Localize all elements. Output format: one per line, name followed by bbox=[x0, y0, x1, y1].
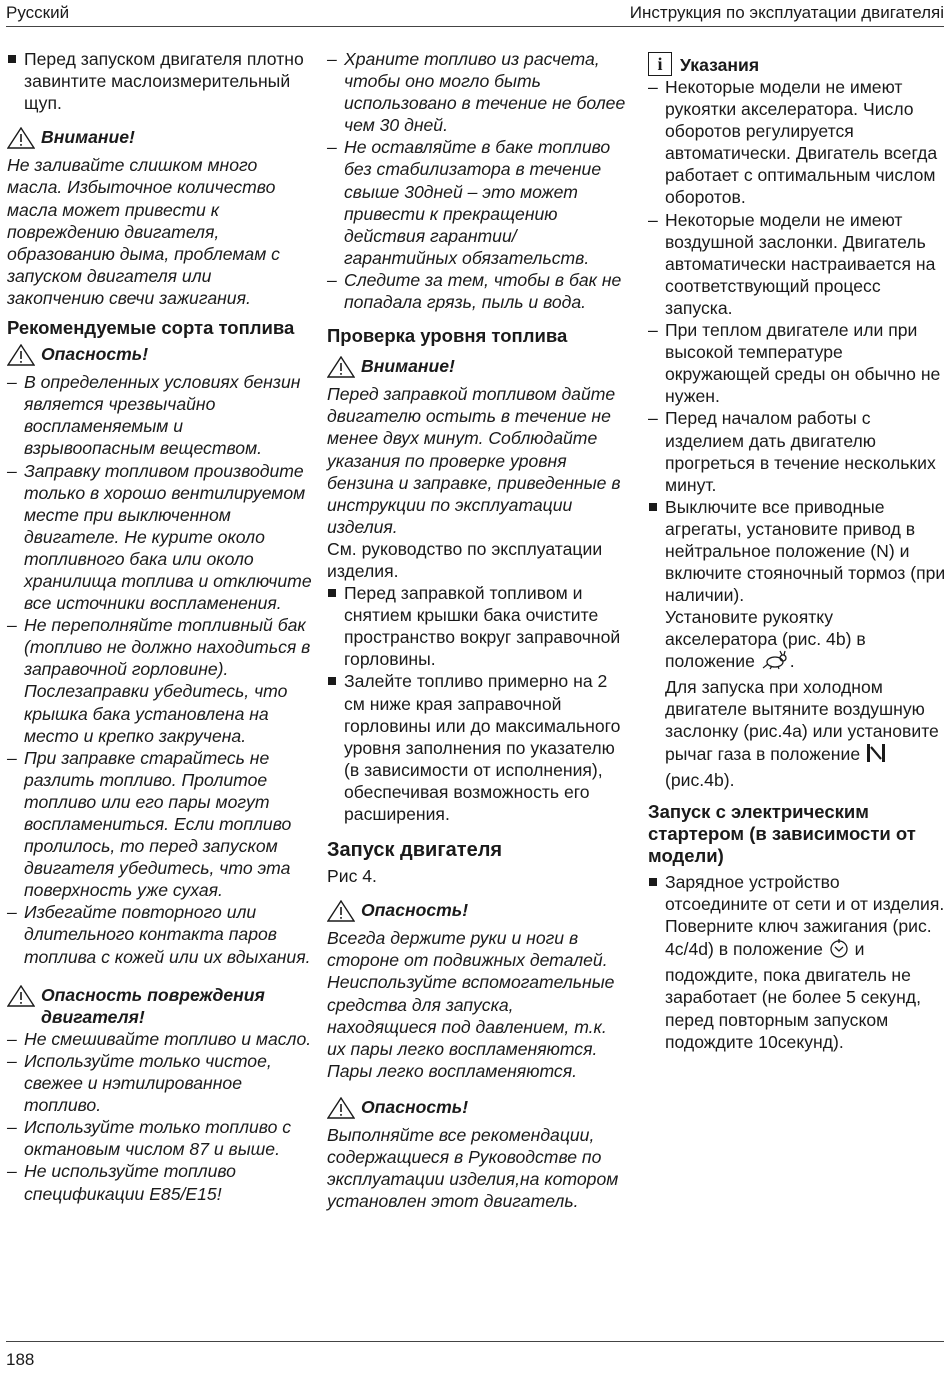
step-detail-text: . bbox=[789, 651, 795, 672]
ignition-key-icon bbox=[828, 937, 850, 964]
list-item: – Некоторые модели не имеют воздушной заслонки. Двигатель автоматически настраивается на соответствующий процесс запуска. bbox=[648, 209, 946, 319]
step-detail-text: Для запуска при холодном двигателе вытяните воздушную заслонку (рис.4a) или установите рычаг газа в положение bbox=[665, 676, 939, 765]
list-item: – Не смешивайте топливо и масло. bbox=[7, 1028, 312, 1050]
list-item: Зарядное устройство отсоедините от сети и от изделия. bbox=[648, 871, 946, 915]
list-item: – Не используйте топливо спецификации E85/E15! bbox=[7, 1160, 312, 1204]
step-text: Выключите все приводные агрегаты, установите привод в нейтральное положение (N) и включите стояночный тормоз (при наличии). bbox=[665, 496, 946, 606]
warning-heading bbox=[327, 355, 627, 383]
info-icon: i bbox=[648, 52, 672, 76]
section-heading: Проверка уровня топлива bbox=[327, 325, 568, 347]
page-header bbox=[6, 0, 944, 27]
page-footer bbox=[6, 1341, 944, 1370]
danger-title: Опасность! bbox=[361, 1096, 469, 1117]
warning-triangle-icon bbox=[7, 344, 35, 371]
warning-triangle-icon bbox=[7, 127, 35, 154]
list-item: – Используйте только топливо с октановым числом 87 и выше. bbox=[7, 1116, 312, 1160]
warning-heading bbox=[7, 126, 312, 154]
step-detail bbox=[648, 915, 946, 1053]
column-3 bbox=[648, 48, 946, 1053]
step-detail-text: и подождите, пока двигатель не заработает (не более 5 секунд, перед повторным запуском подождите 10секунд). bbox=[665, 939, 921, 1052]
warning-text: Не заливайте слишком много масла. Избыточное количество масла может привести к повреждению двигателя, образованию дыма, проблемам с запуском двигателя или закопчению свечи зажигания. bbox=[7, 155, 280, 308]
step-detail bbox=[648, 606, 946, 675]
list-item: Перед заправкой топливом и снятием крышки бака очистите пространство вокруг заправочной горловины. bbox=[327, 582, 627, 670]
step-detail bbox=[648, 676, 946, 791]
list-item: Перед запуском двигателя плотно завинтите маслоизмерительный щуп. bbox=[7, 48, 312, 114]
list-item: – Используйте только чистое, свежее и нэтилированное топливо. bbox=[7, 1050, 312, 1116]
section-heading: Рекомендуемые сорта топлива bbox=[7, 317, 295, 339]
danger-heading bbox=[327, 1096, 627, 1124]
list-item: – Следите за тем, чтобы в бак не попадала грязь, пыль и вода. bbox=[327, 269, 627, 313]
danger-text: Выполняйте все рекомендации, содержащиеся в Руководстве по эксплуатации изделия,на котором установлен этот двигатель. bbox=[327, 1125, 619, 1212]
list-item: – В определенных условиях бензин является чрезвычайно воспламеняемым и взрывоопасным веществом. bbox=[7, 371, 312, 459]
list-item: – Заправку топливом производите только в хорошо вентилируемом месте при выключенном двигателе. Не курите около топливного бака или около хранилища топлива и отключите все источники воспламенения. bbox=[7, 460, 312, 615]
list-item: – Избегайте повторного или длительного контакта паров топлива с кожей или их вдыхания. bbox=[7, 901, 312, 967]
info-title: Указания bbox=[680, 54, 760, 75]
list-item: – Не переполняйте топливный бак (топливо не должно находиться в заправочной горловине). Послезаправки убедитесь, что крышка бака установлена на место и крепко закручена. bbox=[7, 614, 312, 747]
danger-heading bbox=[327, 899, 627, 927]
list-item: – При заправке старайтесь не разлить топливо. Пролитое топливо или его пары могут воспламениться. Если топливо пролилось, то перед запуском двигателя убедитесь, что эта поверхность уже сухая. bbox=[7, 747, 312, 902]
list-item: Залейте топливо примерно на 2 см ниже края заправочной горловины или до максимального уровня заполнения по указателю (в зависимости от исполнения), обеспечивая возможность его расширения. bbox=[327, 670, 627, 825]
rabbit-fast-icon bbox=[760, 650, 790, 675]
list-item bbox=[648, 496, 946, 606]
header-language: Русский bbox=[6, 3, 70, 22]
list-item: – Не оставляйте в баке топливо без стабилизатора в течение свыше 30дней – это может привести к прекращению действия гарантии/гарантийных обязательств. bbox=[327, 136, 627, 269]
column-2 bbox=[327, 48, 627, 1212]
warning-triangle-icon bbox=[327, 1097, 355, 1124]
warning-title: Внимание! bbox=[41, 127, 135, 148]
step-detail-text: Поверните ключ зажигания (рис. 4c/4d) в положение bbox=[665, 916, 932, 960]
choke-icon bbox=[865, 742, 887, 769]
warning-text: Перед заправкой топливом дайте двигателю остыть в течение не менее двух минут. Соблюдайте указания по проверке уровня бензина и заправке, приведенные в инструкции по эксплуатации изделия. bbox=[327, 384, 621, 537]
warning-triangle-icon bbox=[327, 900, 355, 927]
warning-title: Внимание! bbox=[361, 356, 455, 377]
list-item: – Храните топливо из расчета, чтобы оно могло быть использовано в течение не более чем 30 дней. bbox=[327, 48, 627, 136]
list-item: – Перед началом работы с изделием дать двигателю прогреться в течение нескольких минут. bbox=[648, 407, 946, 495]
danger-text: Всегда держите руки и ноги в стороне от подвижных деталей. Неиспользуйте вспомогательные средства для запуска, находящиеся под давлением, т.к. их пары легко воспламеняются. Пары легко воспламеняются. bbox=[327, 928, 615, 1081]
info-heading bbox=[648, 52, 946, 76]
column-1 bbox=[7, 48, 312, 1205]
list-item: – Некоторые модели не имеют рукоятки акселератора. Число оборотов регулируется автоматически. Двигатель всегда работает с оптимальным числом оборотов. bbox=[648, 76, 946, 209]
danger-title: Опасность! bbox=[361, 900, 469, 921]
list-item: – При теплом двигателе или при высокой температуре окружающей среды он обычно не нужен. bbox=[648, 319, 946, 407]
figure-reference: Рис 4. bbox=[327, 866, 377, 887]
header-title: Инструкция по эксплуатации двигателяi bbox=[629, 3, 944, 22]
engine-damage-heading bbox=[7, 984, 312, 1028]
section-heading: Запуск двигателя bbox=[327, 839, 503, 862]
warning-triangle-icon bbox=[327, 356, 355, 383]
see-manual-text: См. руководство по эксплуатации изделия. bbox=[327, 538, 603, 581]
page-number: 188 bbox=[6, 1350, 35, 1369]
warning-triangle-icon bbox=[7, 985, 35, 1012]
danger-heading bbox=[7, 343, 312, 371]
section-heading: Запуск с электрическим стартером (в зависимости от модели) bbox=[648, 801, 916, 866]
step-detail-text: (рис.4b). bbox=[665, 769, 735, 790]
engine-damage-title: Опасность повреждения двигателя! bbox=[41, 984, 265, 1027]
step-detail-text: Установите рукоятку акселератора (рис. 4b) в положение bbox=[665, 607, 866, 672]
danger-title: Опасность! bbox=[41, 344, 149, 365]
